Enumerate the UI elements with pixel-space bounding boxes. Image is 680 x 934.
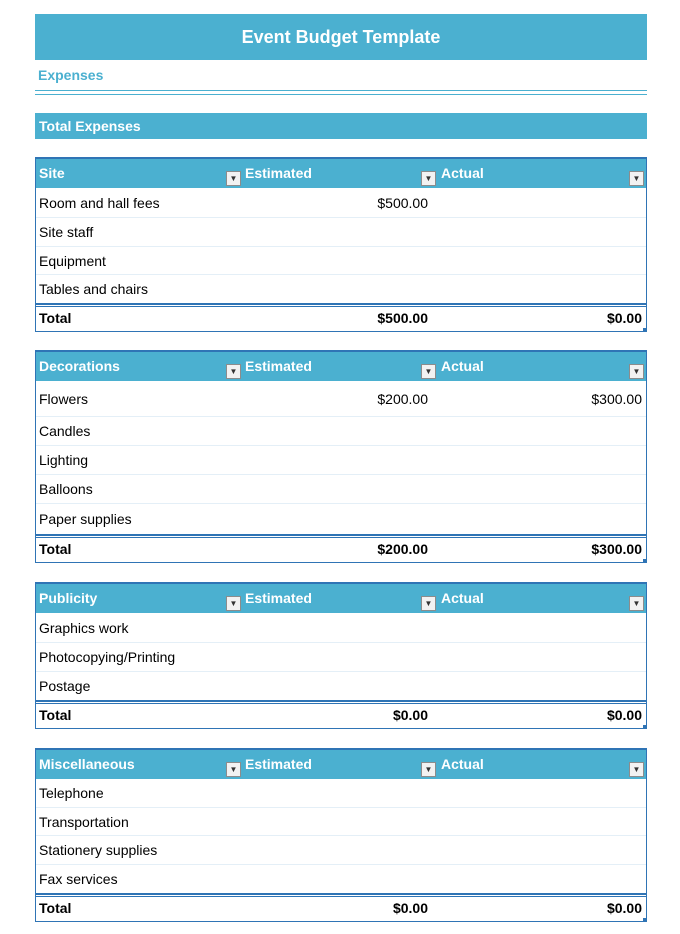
divider: [35, 91, 647, 95]
total-estimated[interactable]: $0.00: [392, 707, 428, 723]
header-estimated[interactable]: [242, 352, 438, 381]
item-cell[interactable]: Flowers: [39, 390, 89, 407]
budget-sheet: [35, 14, 647, 922]
header-category[interactable]: [36, 750, 242, 779]
total-expenses-label: Total Expenses: [39, 118, 141, 134]
total-actual[interactable]: $0.00: [606, 900, 642, 916]
table-row: [36, 671, 646, 700]
item-cell[interactable]: Lighting: [39, 452, 89, 468]
dropdown-filter-icon[interactable]: ▼: [629, 364, 644, 379]
header-category[interactable]: [36, 584, 242, 613]
dropdown-filter-icon[interactable]: ▼: [629, 762, 644, 777]
total-expenses-bar[interactable]: [35, 113, 647, 139]
table-row: [36, 474, 646, 503]
header-actual[interactable]: [438, 584, 646, 613]
table-header-row: [36, 352, 646, 381]
total-actual[interactable]: $0.00: [606, 707, 642, 723]
budget-table-miscellaneous: [35, 748, 647, 922]
total-row: [36, 700, 646, 728]
item-cell[interactable]: Equipment: [39, 252, 106, 269]
item-cell[interactable]: Postage: [39, 678, 91, 694]
table-row: [36, 779, 646, 807]
total-label: Total: [39, 707, 72, 723]
header-category-label: Site: [39, 165, 65, 181]
item-cell[interactable]: Fax services: [39, 871, 118, 887]
total-estimated[interactable]: $200.00: [377, 541, 428, 557]
header-category[interactable]: [36, 159, 242, 188]
total-estimated[interactable]: $0.00: [392, 900, 428, 916]
table-body: [36, 613, 646, 700]
header-estimated-label: Estimated: [245, 358, 312, 374]
dropdown-filter-icon[interactable]: ▼: [421, 171, 436, 186]
header-actual-label: Actual: [441, 358, 484, 374]
table-row: [36, 807, 646, 835]
table-row: [36, 188, 646, 217]
header-actual-label: Actual: [441, 165, 484, 181]
header-estimated[interactable]: [242, 159, 438, 188]
budget-table-decorations: [35, 350, 647, 563]
item-cell[interactable]: Balloons: [39, 481, 93, 497]
header-actual[interactable]: [438, 750, 646, 779]
table-body: [36, 779, 646, 893]
total-label: Total: [39, 541, 72, 557]
dropdown-filter-icon[interactable]: ▼: [226, 762, 241, 777]
item-cell[interactable]: Telephone: [39, 785, 104, 801]
table-row: [36, 835, 646, 864]
budget-table-site: [35, 157, 647, 332]
estimated-cell[interactable]: $200.00: [377, 390, 428, 407]
header-actual[interactable]: [438, 352, 646, 381]
table-row: [36, 642, 646, 671]
table-row: [36, 217, 646, 246]
table-row: [36, 416, 646, 445]
dropdown-filter-icon[interactable]: ▼: [421, 364, 436, 379]
header-estimated[interactable]: [242, 750, 438, 779]
header-actual-label: Actual: [441, 756, 484, 772]
table-row: [36, 864, 646, 893]
item-cell[interactable]: Transportation: [39, 813, 129, 830]
table-row: [36, 445, 646, 474]
dropdown-filter-icon[interactable]: ▼: [629, 171, 644, 186]
dropdown-filter-icon[interactable]: ▼: [226, 171, 241, 186]
table-header-row: [36, 159, 646, 188]
item-cell[interactable]: Site staff: [39, 224, 94, 240]
table-resize-handle[interactable]: [643, 328, 646, 331]
header-estimated-label: Estimated: [245, 590, 312, 606]
dropdown-filter-icon[interactable]: ▼: [421, 762, 436, 777]
item-cell[interactable]: Tables and chairs: [39, 281, 148, 297]
header-estimated[interactable]: [242, 584, 438, 613]
table-row: [36, 613, 646, 642]
total-row: [36, 534, 646, 562]
header-actual-label: Actual: [441, 590, 484, 606]
table-row: [36, 503, 646, 534]
header-category-label: Decorations: [39, 358, 120, 374]
total-actual[interactable]: $300.00: [591, 541, 642, 557]
dropdown-filter-icon[interactable]: ▼: [226, 596, 241, 611]
sections-container: [35, 157, 647, 922]
table-body: [36, 381, 646, 534]
total-label: Total: [39, 900, 72, 916]
table-row: [36, 381, 646, 416]
item-cell[interactable]: Room and hall fees: [39, 194, 160, 211]
actual-cell[interactable]: $300.00: [591, 390, 642, 407]
total-actual[interactable]: $0.00: [606, 310, 642, 326]
budget-table-publicity: [35, 582, 647, 729]
page-title: Event Budget Template: [241, 26, 441, 47]
title-bar: [35, 14, 647, 60]
item-cell[interactable]: Photocopying/Printing: [39, 649, 176, 665]
dropdown-filter-icon[interactable]: ▼: [629, 596, 644, 611]
table-body: [36, 188, 646, 303]
total-row: [36, 303, 646, 331]
header-category-label: Publicity: [39, 590, 98, 606]
header-estimated-label: Estimated: [245, 165, 312, 181]
table-row: [36, 246, 646, 274]
item-cell[interactable]: Paper supplies: [39, 511, 132, 527]
header-actual[interactable]: [438, 159, 646, 188]
item-cell[interactable]: Stationery supplies: [39, 842, 158, 858]
table-resize-handle[interactable]: [643, 725, 646, 728]
dropdown-filter-icon[interactable]: ▼: [226, 364, 241, 379]
total-row: [36, 893, 646, 921]
header-category-label: Miscellaneous: [39, 756, 135, 772]
table-row: [36, 274, 646, 303]
expenses-heading-row[interactable]: [35, 60, 647, 91]
table-resize-handle[interactable]: [643, 918, 646, 921]
total-label: Total: [39, 310, 72, 326]
table-header-row: [36, 750, 646, 779]
estimated-cell[interactable]: $500.00: [377, 194, 428, 211]
dropdown-filter-icon[interactable]: ▼: [421, 596, 436, 611]
table-resize-handle[interactable]: [643, 559, 646, 562]
expenses-label: Expenses: [38, 67, 104, 83]
total-estimated[interactable]: $500.00: [377, 310, 428, 326]
table-header-row: [36, 584, 646, 613]
item-cell[interactable]: Graphics work: [39, 619, 129, 636]
header-estimated-label: Estimated: [245, 756, 312, 772]
header-category[interactable]: [36, 352, 242, 381]
item-cell[interactable]: Candles: [39, 423, 91, 439]
